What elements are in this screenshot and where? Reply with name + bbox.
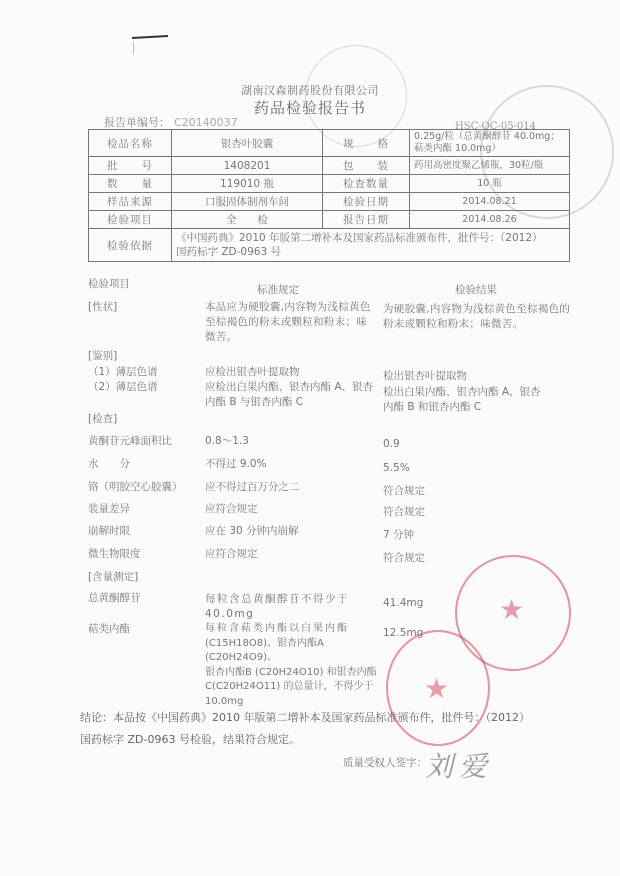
- signature-label: 质量受权人签字：: [343, 757, 427, 769]
- inspection-result: 5.5%: [383, 462, 410, 474]
- info-table: [88, 129, 570, 262]
- conclusion: [80, 707, 600, 751]
- assay-standard: [205, 622, 380, 709]
- label-cell: 数 量: [89, 175, 172, 193]
- assay-item: 萜类内酯: [88, 623, 130, 635]
- packaging: 药用高密度聚乙烯瓶，30粒/瓶: [410, 157, 570, 175]
- assay-standard-line: 每粒含萜类内酯以白果内酯: [205, 623, 349, 634]
- label-cell: 检验日期: [323, 193, 410, 211]
- table-row: [89, 157, 570, 175]
- inspection-result: 符合规定: [383, 552, 425, 564]
- label-cell: 检查数量: [323, 175, 410, 193]
- company-name: 湖南汉森制药股份有限公司: [241, 84, 379, 97]
- inspection-standard: 应不得过百万分之二: [205, 481, 300, 493]
- identification-item-2: （2）薄层色谱: [88, 381, 158, 393]
- document-title: 药品检验报告书: [253, 99, 366, 117]
- product-name: 银杏叶胶囊: [172, 130, 323, 157]
- scan-artifact: [133, 42, 134, 54]
- inspection-standard: 不得过 9.0%: [205, 458, 267, 470]
- assay-result: 12.5mg: [383, 627, 424, 639]
- identification-standard-1: 应检出银杏叶提取物: [205, 366, 300, 378]
- inspection-quantity: 10 瓶: [410, 175, 570, 193]
- section-identification: [鉴别]: [88, 350, 118, 362]
- assay-item: 总黄酮醇苷: [88, 592, 141, 604]
- label-cell: 检验依据: [89, 229, 172, 262]
- assay-standard-line: 银杏内酯B (C20H24O10) 和银杏内酯: [205, 666, 377, 678]
- section-appearance: [性状]: [88, 301, 118, 313]
- appearance-standard: 本品应为硬胶囊,内容物为浅棕黄色至棕褐色的粉末或颗粒和粉末；味微苦。: [205, 301, 371, 343]
- label-cell: 样品来源: [89, 193, 172, 211]
- label-cell: 报告日期: [323, 211, 410, 229]
- table-row: [89, 193, 570, 211]
- inspection-item: 水 分: [88, 458, 130, 470]
- label-cell: 检验项目: [89, 211, 172, 229]
- inspection-date: 2014.08.21: [410, 193, 570, 211]
- inspection-item: 装量差异: [88, 503, 130, 515]
- section-inspection: [检查]: [88, 413, 118, 425]
- section-assay: [含量测定]: [88, 571, 139, 583]
- report-number-label: 报告单编号：: [104, 116, 170, 129]
- sample-source: 口服固体制剂车间: [172, 193, 323, 211]
- batch-number: 1408201: [172, 157, 323, 175]
- star-icon: ★: [499, 593, 525, 626]
- basis-line-2: 国药标字 ZD-0963 号: [176, 246, 281, 258]
- inspection-standard: 0.8～1.3: [205, 435, 249, 447]
- star-icon: ★: [424, 672, 450, 705]
- label-cell: 包 装: [323, 157, 410, 175]
- inspection-standard: 应符合规定: [205, 548, 258, 560]
- inspection-result: 0.9: [383, 438, 400, 450]
- table-row: [89, 229, 570, 262]
- inspection-result: 符合规定: [383, 485, 425, 497]
- assay-standard-line: 10.0mg: [205, 695, 244, 707]
- scan-artifact: [132, 35, 168, 39]
- inspection-item: 铬（明胶空心胶囊）: [88, 481, 183, 493]
- assay-standard-line: (C15H18O8)、银杏内酯A (C20H24O9)、: [205, 637, 324, 663]
- report-number: [104, 114, 238, 130]
- inspection-scope: 全 检: [172, 211, 323, 229]
- inspection-item: 黄酮苷元峰面积比: [88, 435, 172, 447]
- basis-line-1: 《中国药典》2010 年版第二增补本及国家药品标准颁布件，批件号：（2012）: [176, 232, 543, 244]
- signature: 刘爱: [425, 750, 494, 783]
- inspection-basis: [172, 229, 570, 262]
- appearance-result: 为硬胶囊,内容物为浅棕黄色至棕褐色的粉末或颗粒和粉末；味微苦。: [383, 303, 571, 330]
- label-cell: 批 号: [89, 157, 172, 175]
- identification-standard-2: 应检出白果内酯、银杏内酯 A、银杏内酯 B 与银杏内酯 C: [205, 381, 374, 408]
- table-row: [89, 130, 570, 157]
- inspection-standard: 应符合规定: [205, 503, 258, 515]
- assay-result: 41.4mg: [383, 597, 424, 609]
- inspection-item: 微生物限度: [88, 548, 141, 560]
- inspection-item: 崩解时限: [88, 525, 130, 537]
- inspection-standard: 应在 30 分钟内崩解: [205, 525, 299, 537]
- conclusion-line-1: 结论：本品按《中国药典》2010 年版第二增补本及国家药品标准颁布件，批件号：（2012）: [80, 711, 530, 724]
- label-cell: 检品名称: [89, 130, 172, 157]
- column-header-item: 检验项目: [88, 278, 130, 290]
- red-seal: [455, 555, 571, 671]
- inspection-result: 符合规定: [383, 506, 425, 518]
- report-date: 2014.08.26: [410, 211, 570, 229]
- inspection-result: 7 分钟: [383, 529, 415, 541]
- assay-standard-line: C(C20H24O11) 的总量计，不得少于: [205, 681, 374, 692]
- report-number-value: C20140037: [174, 116, 238, 129]
- specification: 0.25g/粒（总黄酮醇苷 40.0mg；萜类内酯 10.0mg）: [410, 130, 570, 157]
- assay-standard: 每粒含总黄酮醇苷不得少于 40.0mg: [205, 593, 349, 620]
- identification-result-2: 检出白果内酯、银杏内酯 A、银杏内酯 B 和银杏内酯 C: [383, 386, 541, 413]
- table-row: [89, 175, 570, 193]
- document-code: HSC-QC-05-014: [455, 121, 537, 132]
- identification-result-1: 检出银杏叶提取物: [383, 370, 467, 382]
- label-cell: 规 格: [323, 130, 410, 157]
- conclusion-line-2: 国药标字 ZD-0963 号检验，结果符合规定。: [80, 733, 300, 746]
- table-row: [89, 211, 570, 229]
- quantity: 119010 瓶: [172, 175, 323, 193]
- column-header-result: 检验结果: [455, 284, 497, 296]
- identification-item-1: （1）薄层色谱: [88, 366, 158, 378]
- column-header-standard: 标准规定: [257, 284, 299, 296]
